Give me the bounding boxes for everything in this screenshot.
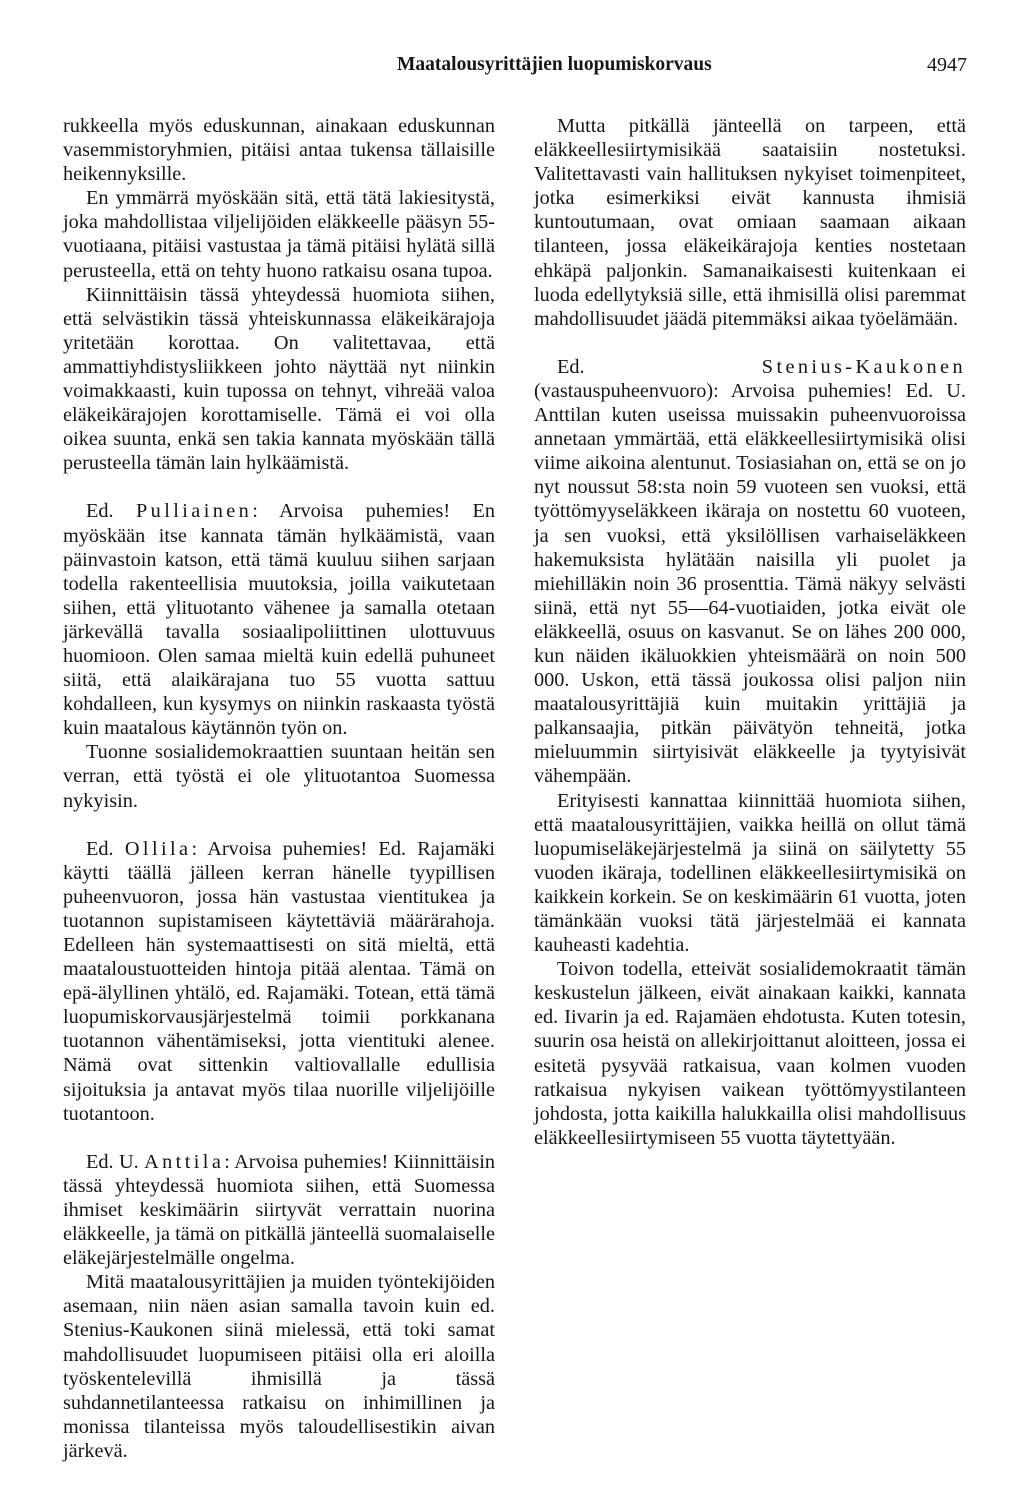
paragraph: Mutta pitkällä jänteellä on tarpeen, että eläkkeellesiirtymisikää saataisiin nostetuksi. Valitettavasti vain hallituksen nykyiset toimenpiteet, jotka esimerkiksi eivät kannusta ihmisiä kuntoutumaan, ovat omiaan saamaan aikaan tilanteen, jossa eläkeikärajoja kenties nostetaan ehkäpä paljonkin. Samanaikaisesti kuitenkaan ei luoda edellytyksiä sille, että ihmisillä olisi paremmat mahdollisuudet jäädä pitemmäksi aikaa työelämään. — [534, 115, 966, 330]
paragraph: Toivon todella, etteivät sosialidemokraatit tämän keskustelun jälkeen, eivät ainakaan kaikki, kannata ed. Iivarin ja ed. Rajamäen ehdotusta. Kuten totesin, suurin osa heistä on allekirjoittanut aloitteen, jossa ei esitetä pysyvää ratkaisua, vaan kolmen vuoden ratkaisua nykyisen vaikean työttömyystilanteen johdosta, jotta kaikilla halukkailla olisi mahdollisuus eläkkeellesiirtymiseen 55 vuotta täytettyään. — [534, 958, 966, 1149]
speaker-name: Ollila — [124, 837, 192, 860]
speech-stenius-kaukonen — [534, 355, 966, 789]
speech-ollila — [63, 837, 495, 1126]
speaker-name: Anttila — [144, 1150, 225, 1173]
left-column — [63, 114, 495, 1463]
speech-text: : Arvoisa puhemies! En myöskään itse kannata tämän hylkäämistä, vaan päinvastoin katson, että tämä kuuluu siihen sarjaan todella rakenteellisia muutoksia, joilla vaikutetaan siihen, että ylituotanto vähenee ja samalla otetaan järkevällä tavalla sosiaalipoliittinen ulottuvuus huomioon. Olen samaa mieltä kuin edellä puhuneet siitä, että alaikärajana tuo 55 vuotta sattuu kohdalleen, kun kysymys on niinkin raskaasta työstä kuin maatalous käytännön työn on. — [63, 500, 495, 740]
running-title: Maatalousyrittäjien luopumiskorvaus — [397, 54, 712, 75]
page-header — [62, 54, 967, 84]
page-number: 4947 — [927, 54, 967, 76]
speech-text: : Arvoisa puhemies! Kiinnittäisin tässä yhteydessä huomiota siihen, että Suomessa ihmiset keskimäärin siirtyvät verrattain nuorina eläkkeelle, ja tämä on pitkällä jänteellä suomalaiselle eläkejärjestelmälle ongelma. — [63, 1150, 495, 1270]
speaker-prefix: Ed. — [86, 500, 114, 523]
paragraph: rukkeella myös eduskunnan, ainakaan eduskunnan vasemmistoryhmien, pitäisi antaa tukensa tällaisille heikennyksille. — [63, 115, 495, 186]
speech-text: : Arvoisa puhemies! Ed. Rajamäki käytti täällä jälleen kerran hänelle tyypillisen puheenvuoron, jossa hän vastustaa vientitukea ja tuotannon supistamiseen käytettäviä määrärahoja. Edelleen hän systemaattisesti on sitä mieltä, että maataloustuotteiden hintoja pitää alentaa. Tämä on epä-älyllinen yhtälö, ed. Rajamäki. Totean, että tämä luopumiskorvausjärjestelmä toimii porkkanana tuotannon vähentämiseksi, jotta vientituki alenee. Nämä ovat sittenkin valtiovallalle edullisia sijoituksia ja antavat myös tilaa nuorille viljelijöille tuotantoon. — [63, 837, 496, 1125]
speaker-prefix: Ed. U. — [86, 1150, 139, 1173]
paragraph: Tuonne sosialidemokraattien suuntaan heitän sen verran, että työstä ei ole ylituotantoa Suomessa nykyisin. — [63, 741, 495, 812]
paragraph: Kiinnittäisin tässä yhteydessä huomiota siihen, että selvästikin tässä yhteiskunnassa eläkeikärajoja yritetään korottaa. On valitettavaa, että ammattiyhdistysliikkeen johto näyttää nyt niinkin voimakkaasti, kuin tupossa on tehnyt, vihreää valoa eläkeikärajojen korottamiselle. Tämä ei voi olla oikea suunta, enkä sen takia kannata myöskään tällä perusteella tämän lain hylkäämistä. — [63, 283, 495, 475]
speech-anttila — [63, 1150, 495, 1270]
speaker-name: Pulliainen — [135, 500, 253, 523]
speech-text: (vastauspuheenvuoro): Arvoisa puhemies! Ed. U. Anttilan kuten useissa muissakin puheenvuoroissa annetaan ymmärtää, että eläkkeellesiirtymisikä olisi viime aikoina alentunut. Tosiasiahan on, että se on jo nyt noussut 58:sta noin 59 vuoteen sen vuoksi, että työttömyyseläkkeen ikäraja on nostettu 60 vuoteen, ja sen vuoksi, että yksilöllisen varhaiseläkkeen hakemuksista hylätään naisilla yli puolet ja miehilläkin noin 36 prosenttia. Tämä näkyy selvästi siinä, että nyt 55—64-vuotiaiden, jotka eivät ole eläkkeellä, osuus on kasvanut. Se on lähes 200 000, kun näiden ikäluokkien yhteismäärä on noin 500 000. Uskon, että tässä joukossa olisi paljon niin maatalousyrittäjiä kuin muitakin yrittäjiä ja palkansaajia, pitkän päivätyön tehneitä, jotka mieluummin siirtyisivät eläkkeelle ja tyytyisivät vähempään. — [534, 379, 966, 788]
right-column — [534, 114, 966, 1150]
paragraph: Erityisesti kannattaa kiinnittää huomiota siihen, että maatalousyrittäjien, vaikka heillä on ollut tämä luopumiseläkejärjestelmä ja siinä on säilytetty 55 vuoden ikäraja, todellinen eläkkeellesiirtymisikä on kaikkein korkein. Se on keskimäärin 61 vuotta, joten tämänkään vuoksi tätä järjestelmää ei kannata kauheasti kadehtia. — [534, 789, 966, 957]
paragraph: Mitä maatalousyrittäjien ja muiden työntekijöiden asemaan, niin näen asian samalla tavoin kuin ed. Stenius-Kaukonen siinä mielessä, että toki samat mahdollisuudet luopumiseen pitäisi olla eri aloilla työskentelevillä ihmisillä ja tässä suhdannetilanteessa ratkaisu on inhimillinen ja monissa tilanteissa myös taloudellisestikin aivan järkevä. — [63, 1271, 495, 1462]
speech-pulliainen — [63, 499, 495, 740]
speaker-name: Stenius-Kaukonen — [761, 355, 966, 378]
paragraph: En ymmärrä myöskään sitä, että tätä lakiesitystä, joka mahdollistaa viljelijöiden eläkkeelle pääsyn 55-vuotiaana, pitäisi vastustaa ja tämä pitäisi hylätä sillä perusteella, että on tehty huono ratkaisu osana tupoa. — [63, 187, 495, 282]
speaker-prefix: Ed. — [557, 355, 585, 378]
speaker-prefix: Ed. — [86, 837, 114, 860]
